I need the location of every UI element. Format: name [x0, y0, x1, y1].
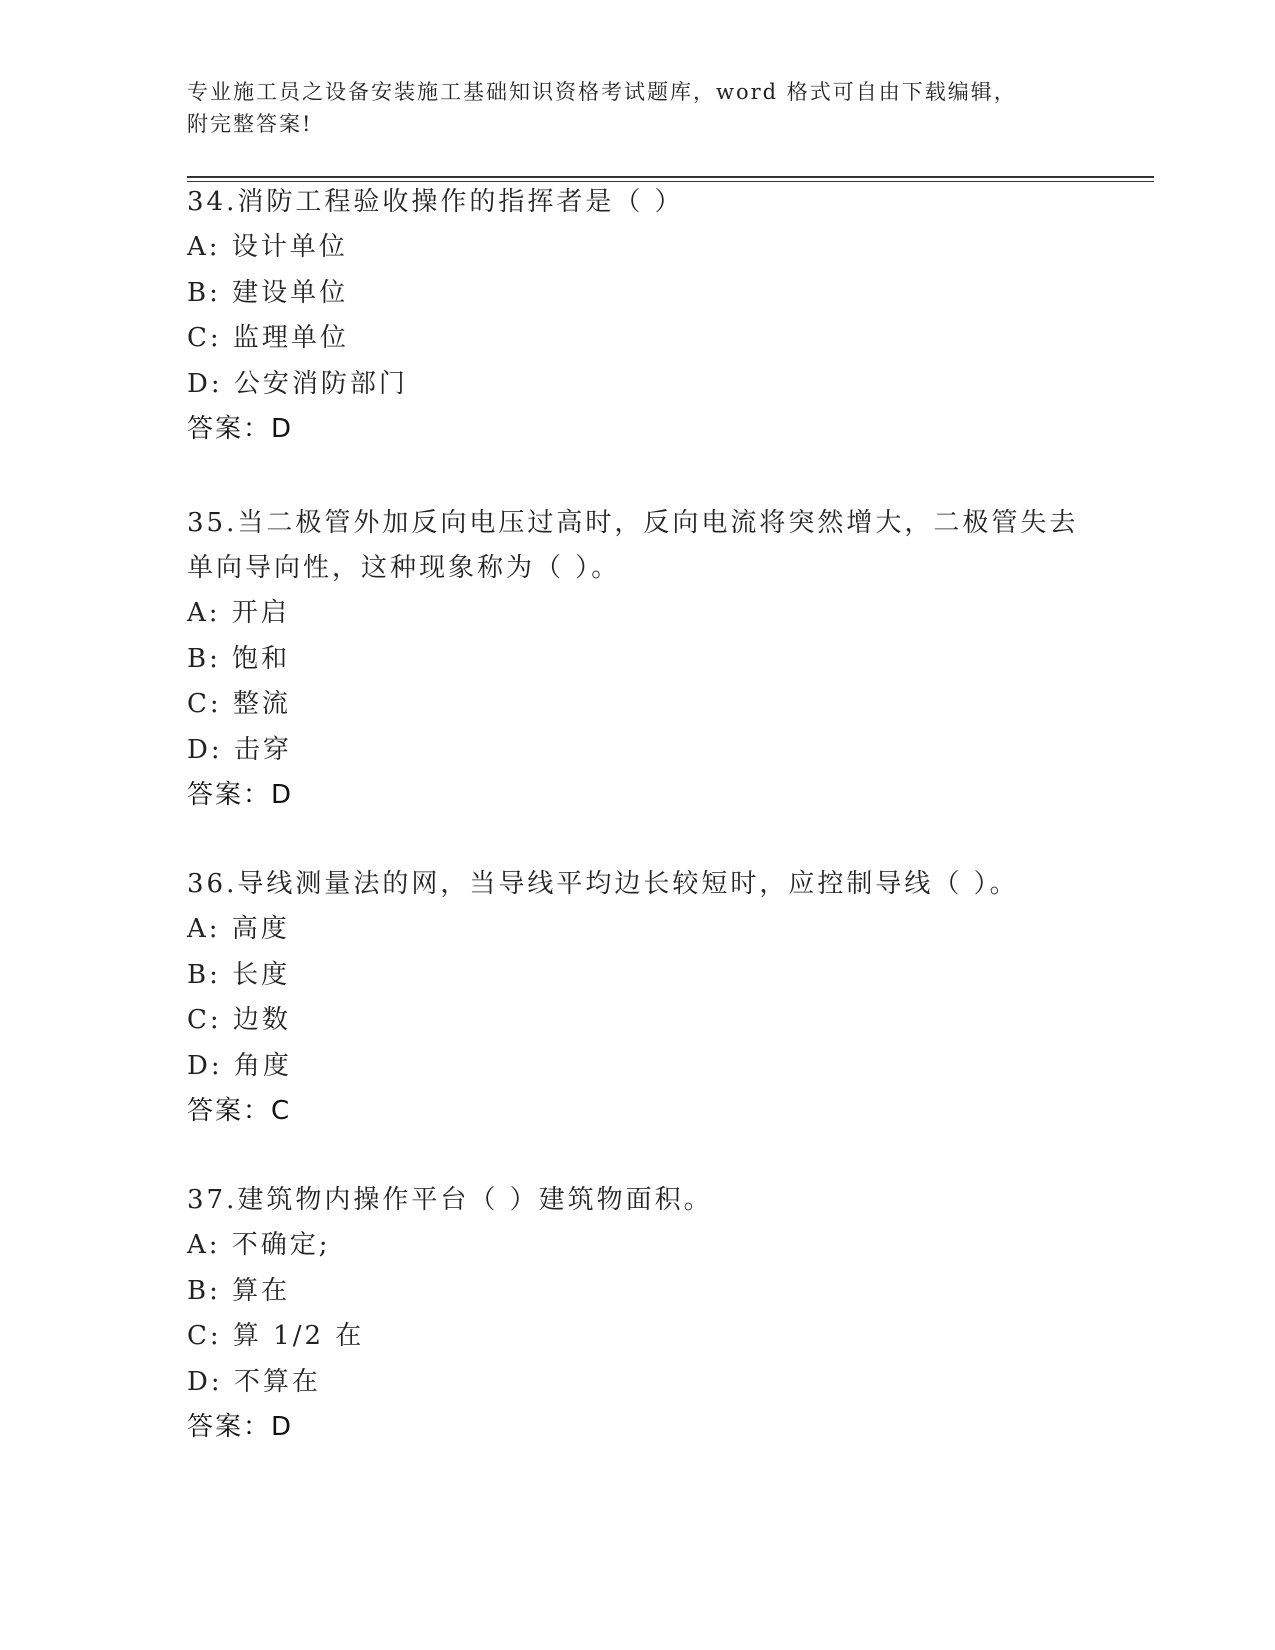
- header-line-2: 附完整答案!: [187, 112, 313, 136]
- question-34: [187, 180, 1087, 453]
- answer: 答案：D: [187, 780, 294, 810]
- option-c: C: 监理单位: [187, 323, 349, 353]
- option-b: B: 饱和: [187, 643, 291, 674]
- option-a: A: 设计单位: [187, 232, 348, 262]
- question-36: [187, 862, 1087, 1135]
- option-d: D: 角度: [187, 1050, 292, 1081]
- option-a: A: 不确定;: [187, 1230, 331, 1260]
- option-b: B: 建设单位: [187, 277, 349, 308]
- question-stem: 36.导线测量法的网，当导线平均边长较短时，应控制导线（ ）。: [187, 869, 1019, 899]
- option-c: C: 算 1/2 在: [187, 1321, 365, 1351]
- option-a: A: 高度: [187, 914, 290, 944]
- question-stem: 34.消防工程验收操作的指挥者是（ ）: [187, 187, 684, 217]
- question-stem: 37.建筑物内操作平台（ ）建筑物面积。: [187, 1185, 713, 1215]
- answer: 答案：D: [187, 414, 294, 444]
- document-header: [187, 76, 1087, 140]
- option-b: B: 算在: [187, 1275, 291, 1306]
- header-divider-thick: [187, 176, 1154, 178]
- option-d: D: 公安消防部门: [187, 368, 408, 399]
- question-stem: 35.当二极管外加反向电压过高时，反向电流将突然增大，二极管失去单向导向性，这种现象称为（ ）。: [187, 508, 1079, 583]
- option-c: C: 边数: [187, 1005, 291, 1035]
- option-a: A: 开启: [187, 598, 290, 628]
- header-line-1: 专业施工员之设备安装施工基础知识资格考试题库，word 格式可自由下载编辑，: [187, 80, 1017, 104]
- answer: 答案：D: [187, 1412, 294, 1442]
- question-35: [187, 501, 1087, 819]
- option-d: D: 不算在: [187, 1366, 321, 1397]
- option-b: B: 长度: [187, 959, 291, 990]
- option-d: D: 击穿: [187, 734, 292, 765]
- answer: 答案：C: [187, 1096, 292, 1126]
- question-37: [187, 1178, 1087, 1451]
- option-c: C: 整流: [187, 689, 291, 719]
